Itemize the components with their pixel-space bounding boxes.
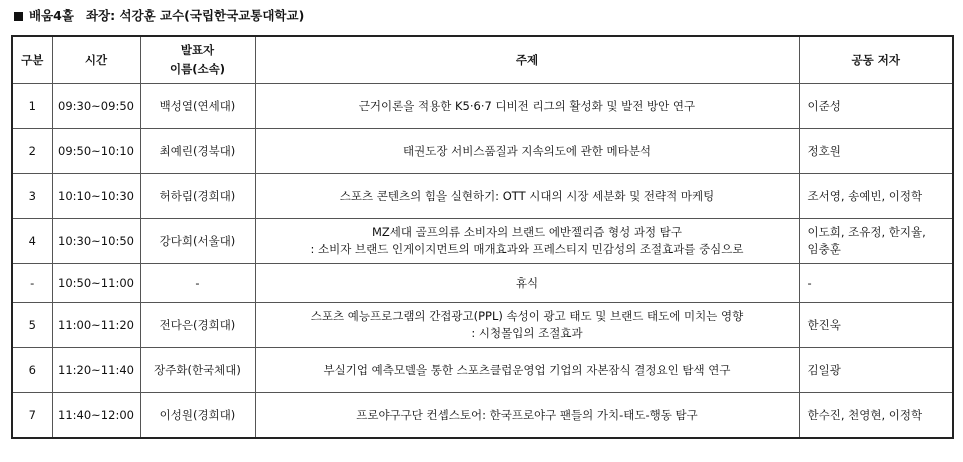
cell-no: - — [12, 264, 52, 303]
cell-topic — [255, 303, 799, 348]
table-row — [12, 348, 953, 393]
cell-coauthors: 한수진, 천영현, 이정학 — [799, 393, 953, 439]
cell-no: 5 — [12, 303, 52, 348]
cell-topic-line1: 스포츠 예능프로그램의 간접광고(PPL) 속성이 광고 태도 및 브랜드 태도에 미치는 영향 — [310, 309, 744, 323]
table-row — [12, 219, 953, 264]
cell-topic: 스포츠 콘텐츠의 힘을 실현하기: OTT 시대의 시장 세분화 및 전략적 마케팅 — [255, 174, 799, 219]
cell-time: 09:50~10:10 — [52, 129, 140, 174]
cell-time: 10:50~11:00 — [52, 264, 140, 303]
schedule-table — [11, 35, 954, 439]
cell-topic: 휴식 — [255, 264, 799, 303]
cell-no: 1 — [12, 84, 52, 129]
cell-time: 11:00~11:20 — [52, 303, 140, 348]
cell-coauthors-line1: 이도희, 조유정, 한지율, — [807, 225, 926, 239]
cell-topic-line2: : 시청몰입의 조절효과 — [471, 326, 583, 340]
cell-presenter: 강다희(서울대) — [140, 219, 255, 264]
col-header-time: 시간 — [52, 36, 140, 84]
cell-topic: 근거이론을 적용한 K5·6·7 디비전 리그의 활성화 및 발전 방안 연구 — [255, 84, 799, 129]
session-header — [14, 6, 304, 26]
col-header-presenter — [140, 36, 255, 84]
table-row-break — [12, 264, 953, 303]
cell-time: 10:10~10:30 — [52, 174, 140, 219]
table-row — [12, 393, 953, 439]
cell-topic-line1: MZ세대 골프의류 소비자의 브랜드 에반젤리즘 형성 과정 탐구 — [371, 225, 682, 239]
cell-coauthors — [799, 219, 953, 264]
cell-presenter: 허하림(경희대) — [140, 174, 255, 219]
cell-no: 7 — [12, 393, 52, 439]
cell-presenter: 최예린(경북대) — [140, 129, 255, 174]
cell-no: 4 — [12, 219, 52, 264]
cell-no: 6 — [12, 348, 52, 393]
cell-coauthors: 조서영, 송예빈, 이정학 — [799, 174, 953, 219]
table-row — [12, 303, 953, 348]
cell-coauthors: 김일광 — [799, 348, 953, 393]
cell-no: 3 — [12, 174, 52, 219]
cell-presenter: 백성열(연세대) — [140, 84, 255, 129]
cell-presenter: 이성원(경희대) — [140, 393, 255, 439]
col-header-no: 구분 — [12, 36, 52, 84]
cell-presenter: 전다은(경희대) — [140, 303, 255, 348]
table-row — [12, 84, 953, 129]
cell-coauthors: 한진욱 — [799, 303, 953, 348]
cell-topic: 부실기업 예측모델을 통한 스포츠클럽운영업 기업의 자본잠식 결정요인 탐색 연구 — [255, 348, 799, 393]
cell-presenter: 장주화(한국체대) — [140, 348, 255, 393]
col-header-topic: 주제 — [255, 36, 799, 84]
chair-label: 좌장: — [85, 8, 116, 23]
cell-topic-line2: : 소비자 브랜드 인게이지먼트의 매개효과와 프레스티지 민감성의 조절효과를 중심으로 — [310, 242, 744, 256]
chair-name: 석강훈 교수(국립한국교통대학교) — [119, 8, 305, 23]
cell-time: 11:20~11:40 — [52, 348, 140, 393]
cell-coauthors: - — [799, 264, 953, 303]
cell-topic: 태권도장 서비스품질과 지속의도에 관한 메타분석 — [255, 129, 799, 174]
cell-topic: 프로야구구단 컨셉스토어: 한국프로야구 팬들의 가치-태도-행동 탐구 — [255, 393, 799, 439]
square-bullet-icon — [14, 12, 23, 21]
cell-coauthors: 정호원 — [799, 129, 953, 174]
cell-time: 10:30~10:50 — [52, 219, 140, 264]
session-name: 배움4홀 — [29, 8, 74, 23]
cell-coauthors-line2: 임충훈 — [807, 242, 841, 256]
cell-coauthors: 이준성 — [799, 84, 953, 129]
cell-presenter: - — [140, 264, 255, 303]
cell-topic — [255, 219, 799, 264]
col-header-coauthors: 공동 저자 — [799, 36, 953, 84]
table-row — [12, 174, 953, 219]
table-header-row — [12, 36, 953, 84]
cell-time: 09:30~09:50 — [52, 84, 140, 129]
cell-no: 2 — [12, 129, 52, 174]
col-header-presenter-line1: 발표자 — [180, 43, 215, 57]
table-row — [12, 129, 953, 174]
cell-time: 11:40~12:00 — [52, 393, 140, 439]
col-header-presenter-line2: 이름(소속) — [170, 62, 225, 76]
